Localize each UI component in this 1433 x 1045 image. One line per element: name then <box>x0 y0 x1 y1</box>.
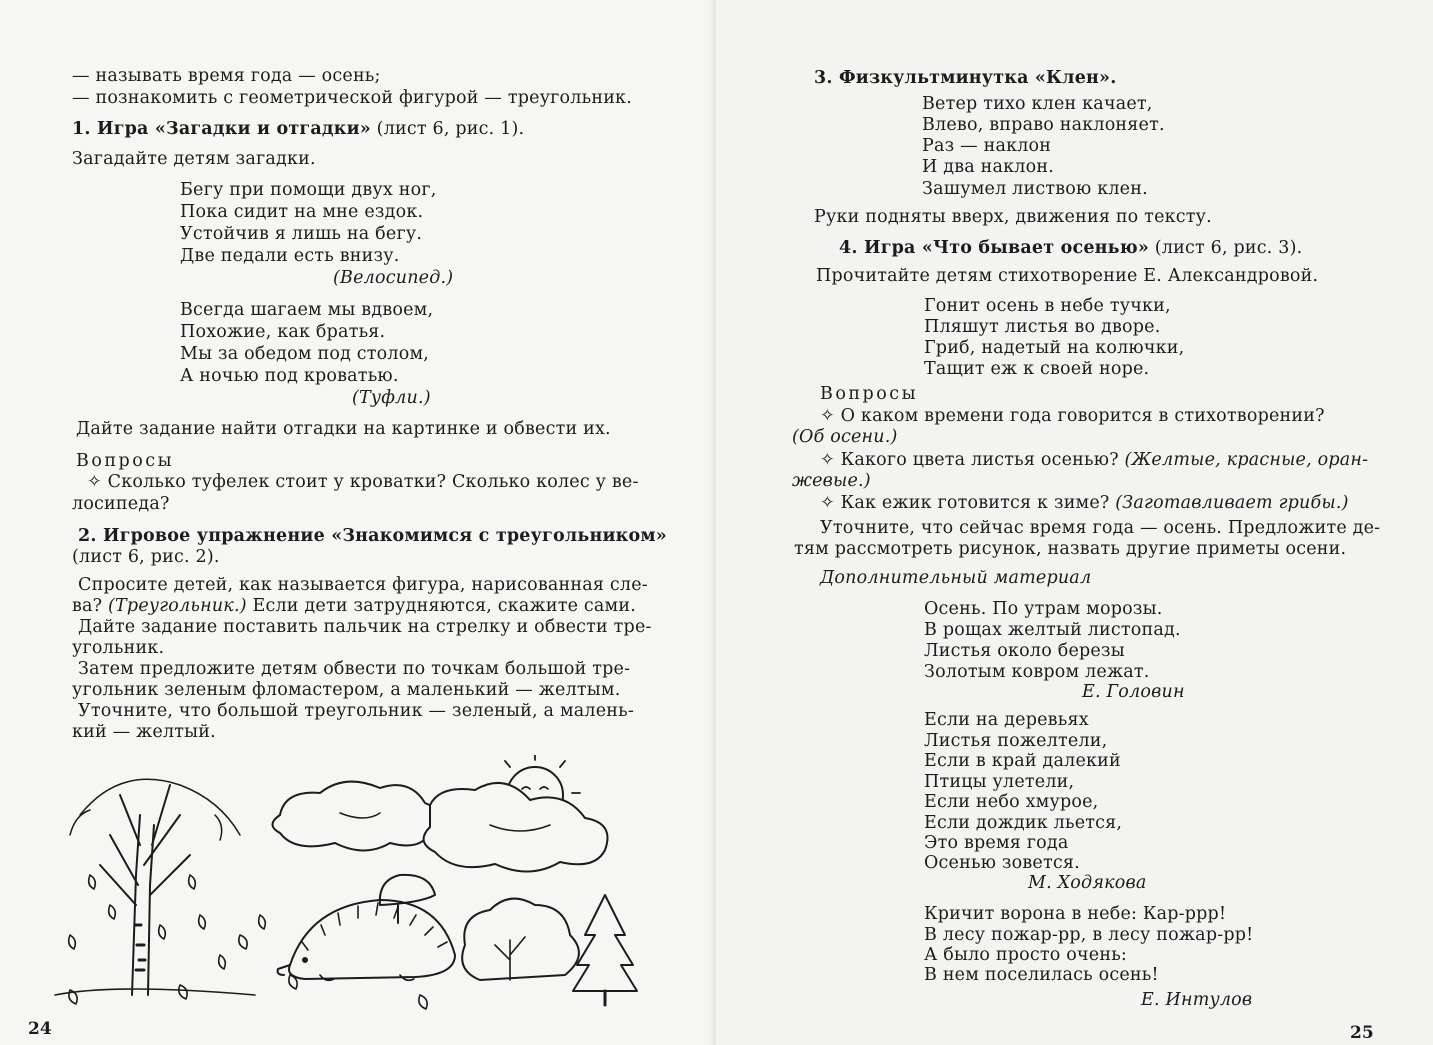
poem-line: Птицы улетели, <box>924 772 1075 792</box>
poem-line: Если на деревьях <box>924 710 1089 730</box>
game1-title: 1. Игра «Загадки и отгадки» <box>72 119 371 139</box>
left-page <box>0 0 716 1045</box>
poem-line: А ночью под кроватью. <box>180 366 399 386</box>
text-line: Прочитайте детям стихотворение Е. Александровой. <box>816 266 1319 286</box>
poem-line: Золотым ковром лежат. <box>924 662 1150 682</box>
text-fragment: ва? <box>72 596 109 616</box>
answer-fragment: (Желтые, красные, оран- <box>1124 450 1369 470</box>
poem-line: Пока сидит на мне ездок. <box>180 202 424 222</box>
birch-tree-icon <box>55 779 265 995</box>
poem-line: Устойчив я лишь на бегу. <box>180 224 423 244</box>
question-line: лосипеда? <box>72 494 170 514</box>
poem-author: Е. Головин <box>1082 682 1185 702</box>
poem-line: Пляшут листья во дворе. <box>924 317 1161 337</box>
section-heading <box>72 119 524 140</box>
poem-line: Бегу при помощи двух ног, <box>180 180 437 200</box>
poem-line: Мы за обедом под столом, <box>180 344 430 364</box>
poem-line: Если небо хмурое, <box>924 792 1099 812</box>
game2-title: 2. Игровое упражнение «Знакомимся с треугольником» <box>78 526 667 546</box>
question-line <box>820 493 1349 514</box>
text-line: Затем предложите детям обвести по точкам большой тре- <box>78 659 631 679</box>
poem-line: Всегда шагаем мы вдвоем, <box>180 300 434 320</box>
answer-fragment: (Заготавливает грибы.) <box>1115 493 1349 513</box>
poem-author: М. Ходякова <box>1028 873 1147 893</box>
question-line: ✧ Сколько туфелек стоит у кроватки? Сколько колес у ве- <box>87 472 639 492</box>
text-line: (лист 6, рис. 2). <box>72 547 220 567</box>
poem-line: В лесу пожар-рр, в лесу пожар-рр! <box>924 925 1254 945</box>
poem-author: Е. Интулов <box>1141 990 1253 1010</box>
text-line: угольник. <box>72 638 165 658</box>
poem-line: Осенью зовется. <box>924 853 1080 873</box>
question-fragment: ✧ Какого цвета листья осенью? <box>820 450 1125 470</box>
poem-line: Ветер тихо клен качает, <box>922 94 1153 114</box>
text-line: Уточните, что большой треугольник — зеленый, а малень- <box>78 701 634 721</box>
falling-leaves-icon <box>69 935 427 1009</box>
text-line: Уточните, что сейчас время года — осень. Предложите де- <box>820 518 1381 538</box>
poem-line: Листья пожелтели, <box>924 731 1108 751</box>
poem-line: Это время года <box>924 833 1069 853</box>
poem-line: Осень. По утрам морозы. <box>924 599 1163 619</box>
answer-fragment: (Треугольник.) <box>108 596 247 616</box>
poem-line: А было просто очень: <box>924 945 1128 965</box>
text-line: Загадайте детям загадки. <box>72 149 316 169</box>
right-page <box>716 0 1433 1045</box>
question-fragment: ✧ Как ежик готовится к зиме? <box>820 493 1116 513</box>
hedgehog-icon <box>278 875 455 981</box>
poem-line: Влево, вправо наклоняет. <box>922 115 1165 135</box>
poem-line: Листья около березы <box>924 641 1125 661</box>
poem-line: В рощах желтый листопад. <box>924 620 1181 640</box>
poem-line: В нем поселилась осень! <box>924 965 1159 985</box>
text-line: — называть время года — осень; <box>72 66 381 86</box>
extra-material-heading: Дополнительный материал <box>820 568 1092 588</box>
poem-line: И два наклон. <box>922 157 1054 177</box>
cloud-icon <box>424 783 608 872</box>
questions-heading: Вопросы <box>820 384 919 404</box>
riddle-answer: (Туфли.) <box>352 388 431 408</box>
text-line: кий — желтый. <box>72 722 216 742</box>
text-line: Руки подняты вверх, движения по тексту. <box>814 207 1212 227</box>
text-line: Спросите детей, как называется фигура, нарисованная сле- <box>78 575 648 595</box>
autumn-illustration <box>40 755 680 1025</box>
section-heading <box>839 238 1302 259</box>
poem-line: Зашумел листвою клен. <box>922 179 1148 199</box>
poem-line: Раз — наклон <box>922 136 1052 156</box>
game1-ref: (лист 6, рис. 1). <box>370 119 525 139</box>
poem-line: Тащит еж к своей норе. <box>924 359 1150 379</box>
text-fragment: Если дети затрудняются, скажите сами. <box>246 596 636 616</box>
text-line: Дайте задание найти отгадки на картинке и обвести их. <box>76 419 611 439</box>
answer-line: жевые.) <box>792 471 871 491</box>
bush-icon <box>462 899 579 980</box>
game4-ref: (лист 6, рис. 3). <box>1149 238 1303 258</box>
text-line: — познакомить с геометрической фигурой — треугольник. <box>72 88 632 108</box>
fir-tree-icon <box>573 895 637 1005</box>
answer-line: (Об осени.) <box>792 427 898 447</box>
cloud-icon <box>273 782 439 851</box>
poem-line: Гонит осень в небе тучки, <box>924 296 1171 316</box>
poem-line: Две педали есть внизу. <box>180 246 400 266</box>
poem-line: Если дождик льется, <box>924 813 1123 833</box>
page-number: 25 <box>1350 1023 1374 1043</box>
game4-title: 4. Игра «Что бывает осенью» <box>839 238 1150 258</box>
poem-line: Если в край далекий <box>924 751 1121 771</box>
page-number: 24 <box>28 1019 52 1039</box>
text-line: Дайте задание поставить пальчик на стрелку и обвести тре- <box>78 617 652 637</box>
poem-line: Гриб, надетый на колючки, <box>924 338 1185 358</box>
questions-heading: Вопросы <box>76 451 175 471</box>
riddle-answer: (Велосипед.) <box>333 268 454 288</box>
text-line: угольник зеленым фломастером, а маленький — желтым. <box>72 680 621 700</box>
text-line: тям рассмотреть рисунок, назвать другие приметы осени. <box>794 539 1347 559</box>
question-line: ✧ О каком времени года говорится в стихотворении? <box>820 406 1325 426</box>
poem-line: Кричит ворона в небе: Кар-ррр! <box>924 904 1227 924</box>
text-line <box>72 596 636 617</box>
question-line <box>820 450 1368 471</box>
game3-title: 3. Физкультминутка «Клен». <box>814 68 1117 88</box>
poem-line: Похожие, как братья. <box>180 322 386 342</box>
